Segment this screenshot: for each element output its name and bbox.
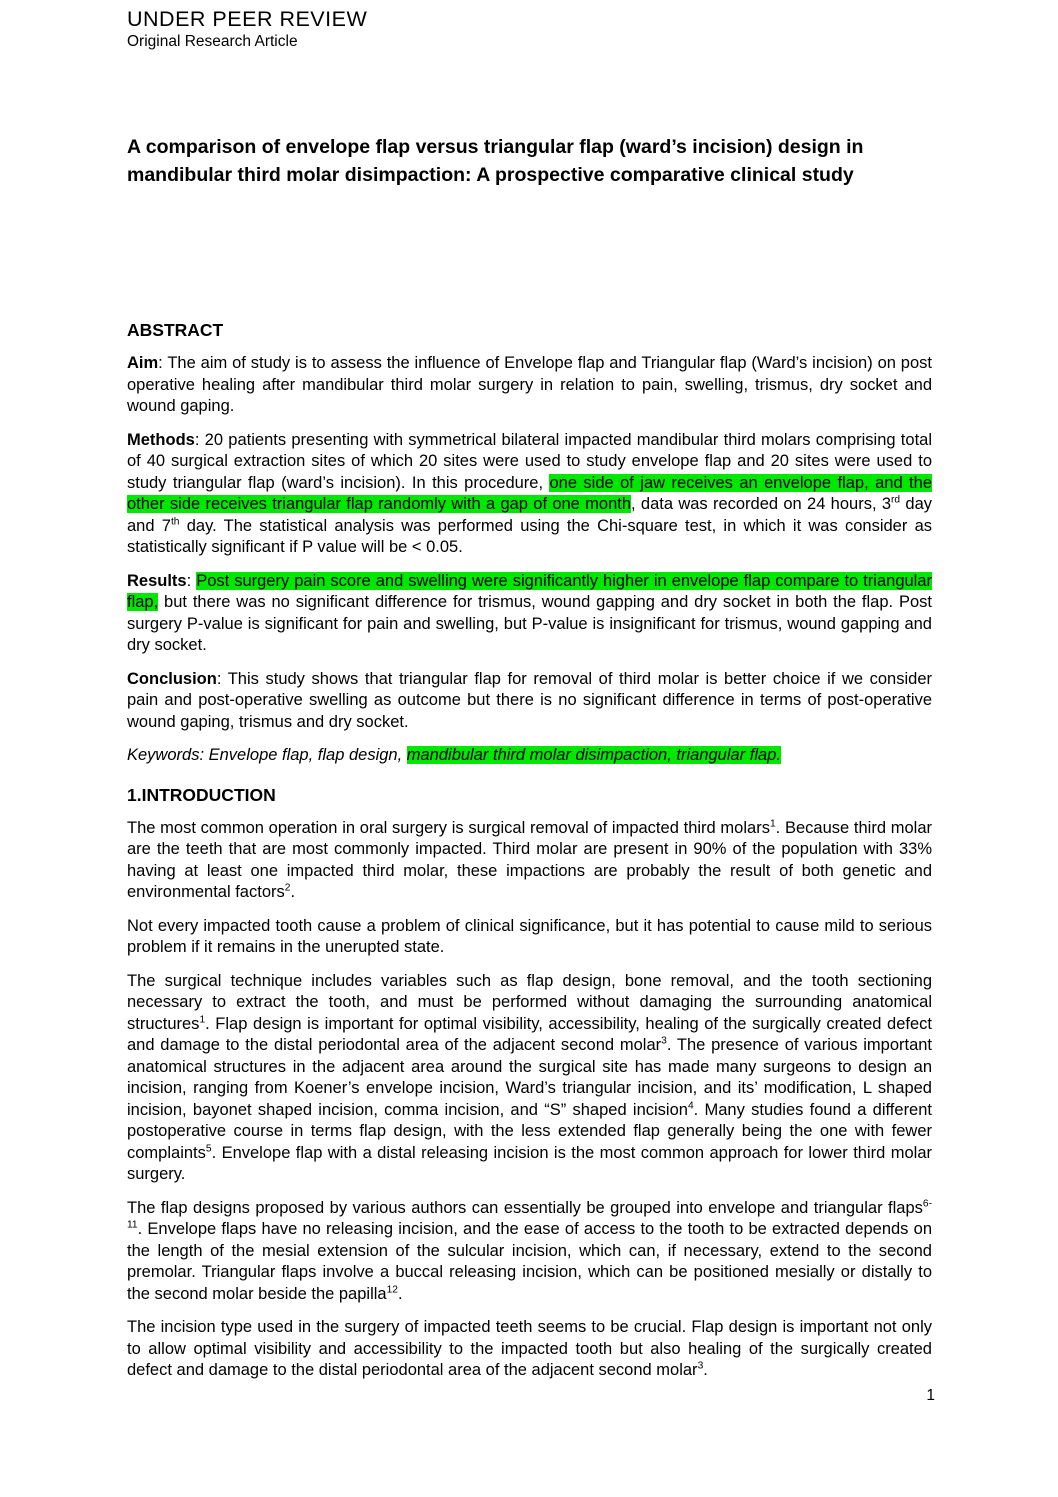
paper-title: A comparison of envelope flap versus triangular flap (ward’s incision) design in mandibular third molar disimpaction: A prospective comparative clinical study: [127, 136, 864, 186]
intro-p3-text-5: . Envelope flap with a distal releasing incision is the most common approach for lower third molar surgery.: [127, 1143, 932, 1183]
intro-p3-text-1: The surgical technique includes variables such as flap design, bone removal, and the tooth sectioning necessary to extract the tooth, and must be performed without damaging the surrounding anatomical structures: [127, 971, 932, 1033]
intro-p1-text-2: . Because third molar are the teeth that are most commonly impacted. Third molar are present in 90% of the population with 33% having at least one impacted third molar, these impactions are probably the result of both genetic and environmental factors: [127, 818, 932, 901]
methods-label: Methods: [127, 430, 195, 449]
ordinal-superscript: th: [170, 516, 180, 527]
intro-p3-text-4: . Many studies found a different postoperative course in terms flap design, with the less extended flap generally being the one with fewer complaints: [127, 1100, 932, 1162]
aim-text: : The aim of study is to assess the influence of Envelope flap and Triangular flap (Ward’s incision) on post operative healing after mandibular third molar surgery in relation to pain, swelling, trismus, dry socket and wound gaping.: [127, 354, 932, 415]
results-label: Results: [127, 571, 187, 590]
citation-superscript: 3: [697, 1360, 704, 1372]
aim-label: Aim: [127, 354, 159, 372]
keywords-paragraph: [127, 745, 932, 767]
results-text-1: :: [186, 571, 197, 590]
page-number: 1: [926, 1387, 935, 1404]
methods-text-2: , data was recorded on 24 hours, 3: [631, 495, 892, 513]
methods-text-3: day and 7: [127, 495, 933, 535]
keywords-text: Keywords: Envelope flap, flap design,: [127, 746, 407, 764]
intro-paragraph-3: [127, 971, 932, 1186]
citation-superscript: 4: [687, 1100, 694, 1111]
intro-paragraph-5: [127, 1317, 932, 1382]
results-text-2: but there was no significant difference for trismus, wound gapping and dry socket in both the flap. Post surgery P-value is significant for pain and swelling, but P-value is insignificant for trismus, wound gapping and dry socket.: [127, 593, 932, 654]
abstract-conclusion-paragraph: [127, 669, 932, 734]
ordinal-superscript: rd: [891, 494, 901, 506]
citation-superscript: 3: [661, 1035, 667, 1047]
abstract-heading: ABSTRACT: [127, 320, 224, 340]
introduction-heading: 1.INTRODUCTION: [127, 784, 276, 805]
citation-superscript: 1: [769, 818, 776, 829]
results-highlight: Post surgery pain score and swelling were significantly higher in envelope flap compare to triangular flap,: [127, 571, 933, 611]
methods-text-1: : 20 patients presenting with symmetrical bilateral impacted mandibular third molars comprising total of 40 surgical extraction sites of which 20 sites were used to study envelope flap and 20 sites were used to study triangular flap (ward’s incision). In this procedure,: [127, 430, 932, 492]
peer-review-header: [127, 6, 932, 51]
citation-superscript: 12: [386, 1284, 398, 1295]
intro-p1-text-1: The most common operation in oral surgery is surgical removal of impacted third molars: [127, 818, 770, 837]
intro-p3-text-3: . The presence of various important anatomical structures in the adjacent area around the surgical site has made many surgeons to design an incision, ranging from Koener’s envelope incision, Ward’s triangular incision, and its’ modification, L shaped incision, bayonet shaped incision, comma incision, and “S” shaped incision: [127, 1036, 933, 1119]
abstract-results-paragraph: [127, 571, 932, 657]
abstract-methods-paragraph: [127, 430, 932, 559]
conclusion-label: Conclusion: [127, 669, 217, 688]
citation-superscript: 5: [205, 1143, 212, 1154]
article-type: Original Research Article: [127, 33, 298, 50]
conclusion-text: : This study shows that triangular flap for removal of third molar is better choice if we consider pain and post-operative swelling as outcome but there is no significant difference in terms of post-operative wound gaping, trismus and dry socket.: [127, 669, 932, 731]
intro-p3-text-2: . Flap design is important for optimal visibility, accessibility, healing of the surgically created defect and damage to the distal periodontal area of the adjacent second molar: [127, 1014, 932, 1054]
citation-superscript: 6-11: [127, 1198, 932, 1231]
intro-p1-text-3: .: [290, 883, 296, 901]
citation-superscript: 1: [199, 1014, 206, 1025]
intro-p4-text-2: . Envelope flaps have no releasing incision, and the ease of access to the tooth to be extracted depends on the length of the mesial extension of the sulcular incision, which can, if necessary, extend to the second premolar. Triangular flaps involve a buccal releasing incision, which can be positioned mesially or distally to the second molar beside the papilla: [127, 1220, 932, 1303]
intro-p5-text-1: The incision type used in the surgery of impacted teeth seems to be crucial. Flap design is important not only to allow optimal visibility and accessibility to the impacted tooth but also healing of the surgically created defect and damage to the distal periodontal area of the adjacent second molar: [127, 1318, 932, 1379]
intro-p4-text-1: The flap designs proposed by various authors can essentially be grouped into envelope and triangular flaps: [127, 1198, 923, 1217]
keywords-highlight: mandibular third molar disimpaction, triangular flap.: [406, 746, 781, 764]
methods-highlight: one side of jaw receives an envelope flap, and the other side receives triangular flap randomly with a gap of one month: [127, 473, 932, 513]
methods-text-4: day. The statistical analysis was performed using the Chi-square test, in which it was consider as statistically significant if P value will be < 0.05.: [127, 516, 932, 556]
intro-p5-text-2: .: [703, 1361, 708, 1379]
intro-paragraph-2: [127, 916, 932, 959]
peer-review-status: UNDER PEER REVIEW: [127, 7, 368, 31]
intro-paragraph-4: [127, 1198, 932, 1306]
abstract-aim-paragraph: [127, 353, 932, 418]
citation-superscript: 2: [284, 882, 291, 894]
intro-p4-text-3: .: [397, 1284, 403, 1303]
intro-p2-text: Not every impacted tooth cause a problem of clinical significance, but it has potential to cause mild to serious problem if it remains in the unerupted state.: [127, 916, 932, 956]
intro-paragraph-1: [127, 818, 932, 904]
